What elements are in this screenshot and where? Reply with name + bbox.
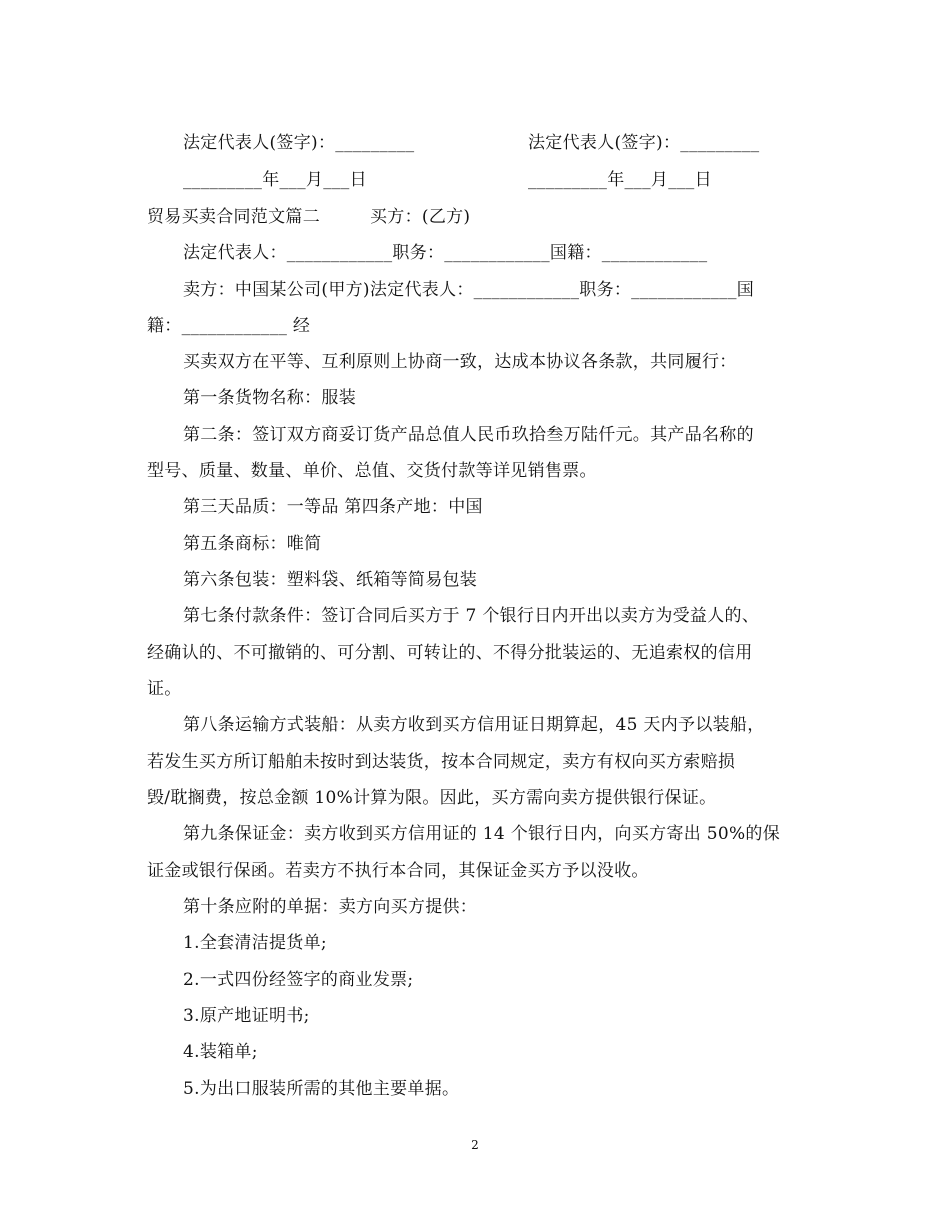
- clause-7-line-3: 证。: [147, 679, 182, 699]
- clause-7-line-2: 经确认的、不可撤销的、可分割、可转让的、不得分批装运的、无追索权的信用: [147, 643, 753, 663]
- document-item-2: 2.一式四份经签字的商业发票;: [183, 970, 414, 990]
- page-number: 2: [471, 1138, 479, 1152]
- seller-line: 卖方：中国某公司(甲方)法定代表人：____________职务：____________国: [183, 280, 755, 300]
- right-rep-signature: 法定代表人(签字)：_________: [528, 133, 760, 153]
- clause-2-line-1: 第二条：签订双方商妥订货产品总值人民币玖拾叁万陆仟元。其产品名称的: [183, 425, 754, 445]
- left-rep-signature: 法定代表人(签字)：_________: [183, 133, 415, 153]
- clause-8-line-2: 若发生买方所订船舶未按时到达装货，按本合同规定，卖方有权向买方索赔损: [147, 752, 736, 772]
- clause-8-line-1: 第八条运输方式装船：从卖方收到买方信用证日期算起，45 天内予以装船，: [183, 715, 765, 735]
- left-date: _________年___月___日: [183, 170, 367, 190]
- contract-title: 贸易买卖合同范文篇二: [147, 207, 320, 227]
- right-date: _________年___月___日: [528, 170, 712, 190]
- document-item-3: 3.原产地证明书;: [183, 1006, 310, 1026]
- clause-10: 第十条应附的单据：卖方向买方提供：: [183, 897, 478, 917]
- clause-2-line-2: 型号、质量、数量、单价、总值、交货付款等详见销售票。: [147, 461, 597, 481]
- seller-line-cont: 籍：____________ 经: [147, 316, 311, 336]
- clause-8-line-3: 毁/耽搁费，按总金额 10%计算为限。因此，买方需向卖方提供银行保证。: [147, 788, 717, 808]
- document-item-5: 5.为出口服装所需的其他主要单据。: [183, 1079, 460, 1099]
- clause-5: 第五条商标：唯简: [183, 534, 322, 554]
- clause-9-line-1: 第九条保证金：卖方收到买方信用证的 14 个银行日内，向买方寄出 50%的保: [183, 824, 781, 844]
- buyer-rep-line: 法定代表人：____________职务：____________国籍：____________: [183, 243, 708, 263]
- clause-7-line-1: 第七条付款条件：签订合同后买方于 7 个银行日内开出以卖方为受益人的、: [183, 606, 760, 626]
- document-item-4: 4.装箱单;: [183, 1042, 258, 1062]
- buyer-label: 买方：(乙方): [370, 207, 471, 227]
- clause-3: 第三天品质：一等品 第四条产地：中国: [183, 497, 483, 517]
- clause-1: 第一条货物名称：服装: [183, 388, 356, 408]
- intro-paragraph: 买卖双方在平等、互利原则上协商一致，达成本协议各条款，共同履行：: [183, 352, 737, 372]
- clause-6: 第六条包装：塑料袋、纸箱等简易包装: [183, 570, 478, 590]
- clause-9-line-2: 证金或银行保函。若卖方不执行本合同，其保证金买方予以没收。: [147, 861, 649, 881]
- document-item-1: 1.全套清洁提货单;: [183, 933, 327, 953]
